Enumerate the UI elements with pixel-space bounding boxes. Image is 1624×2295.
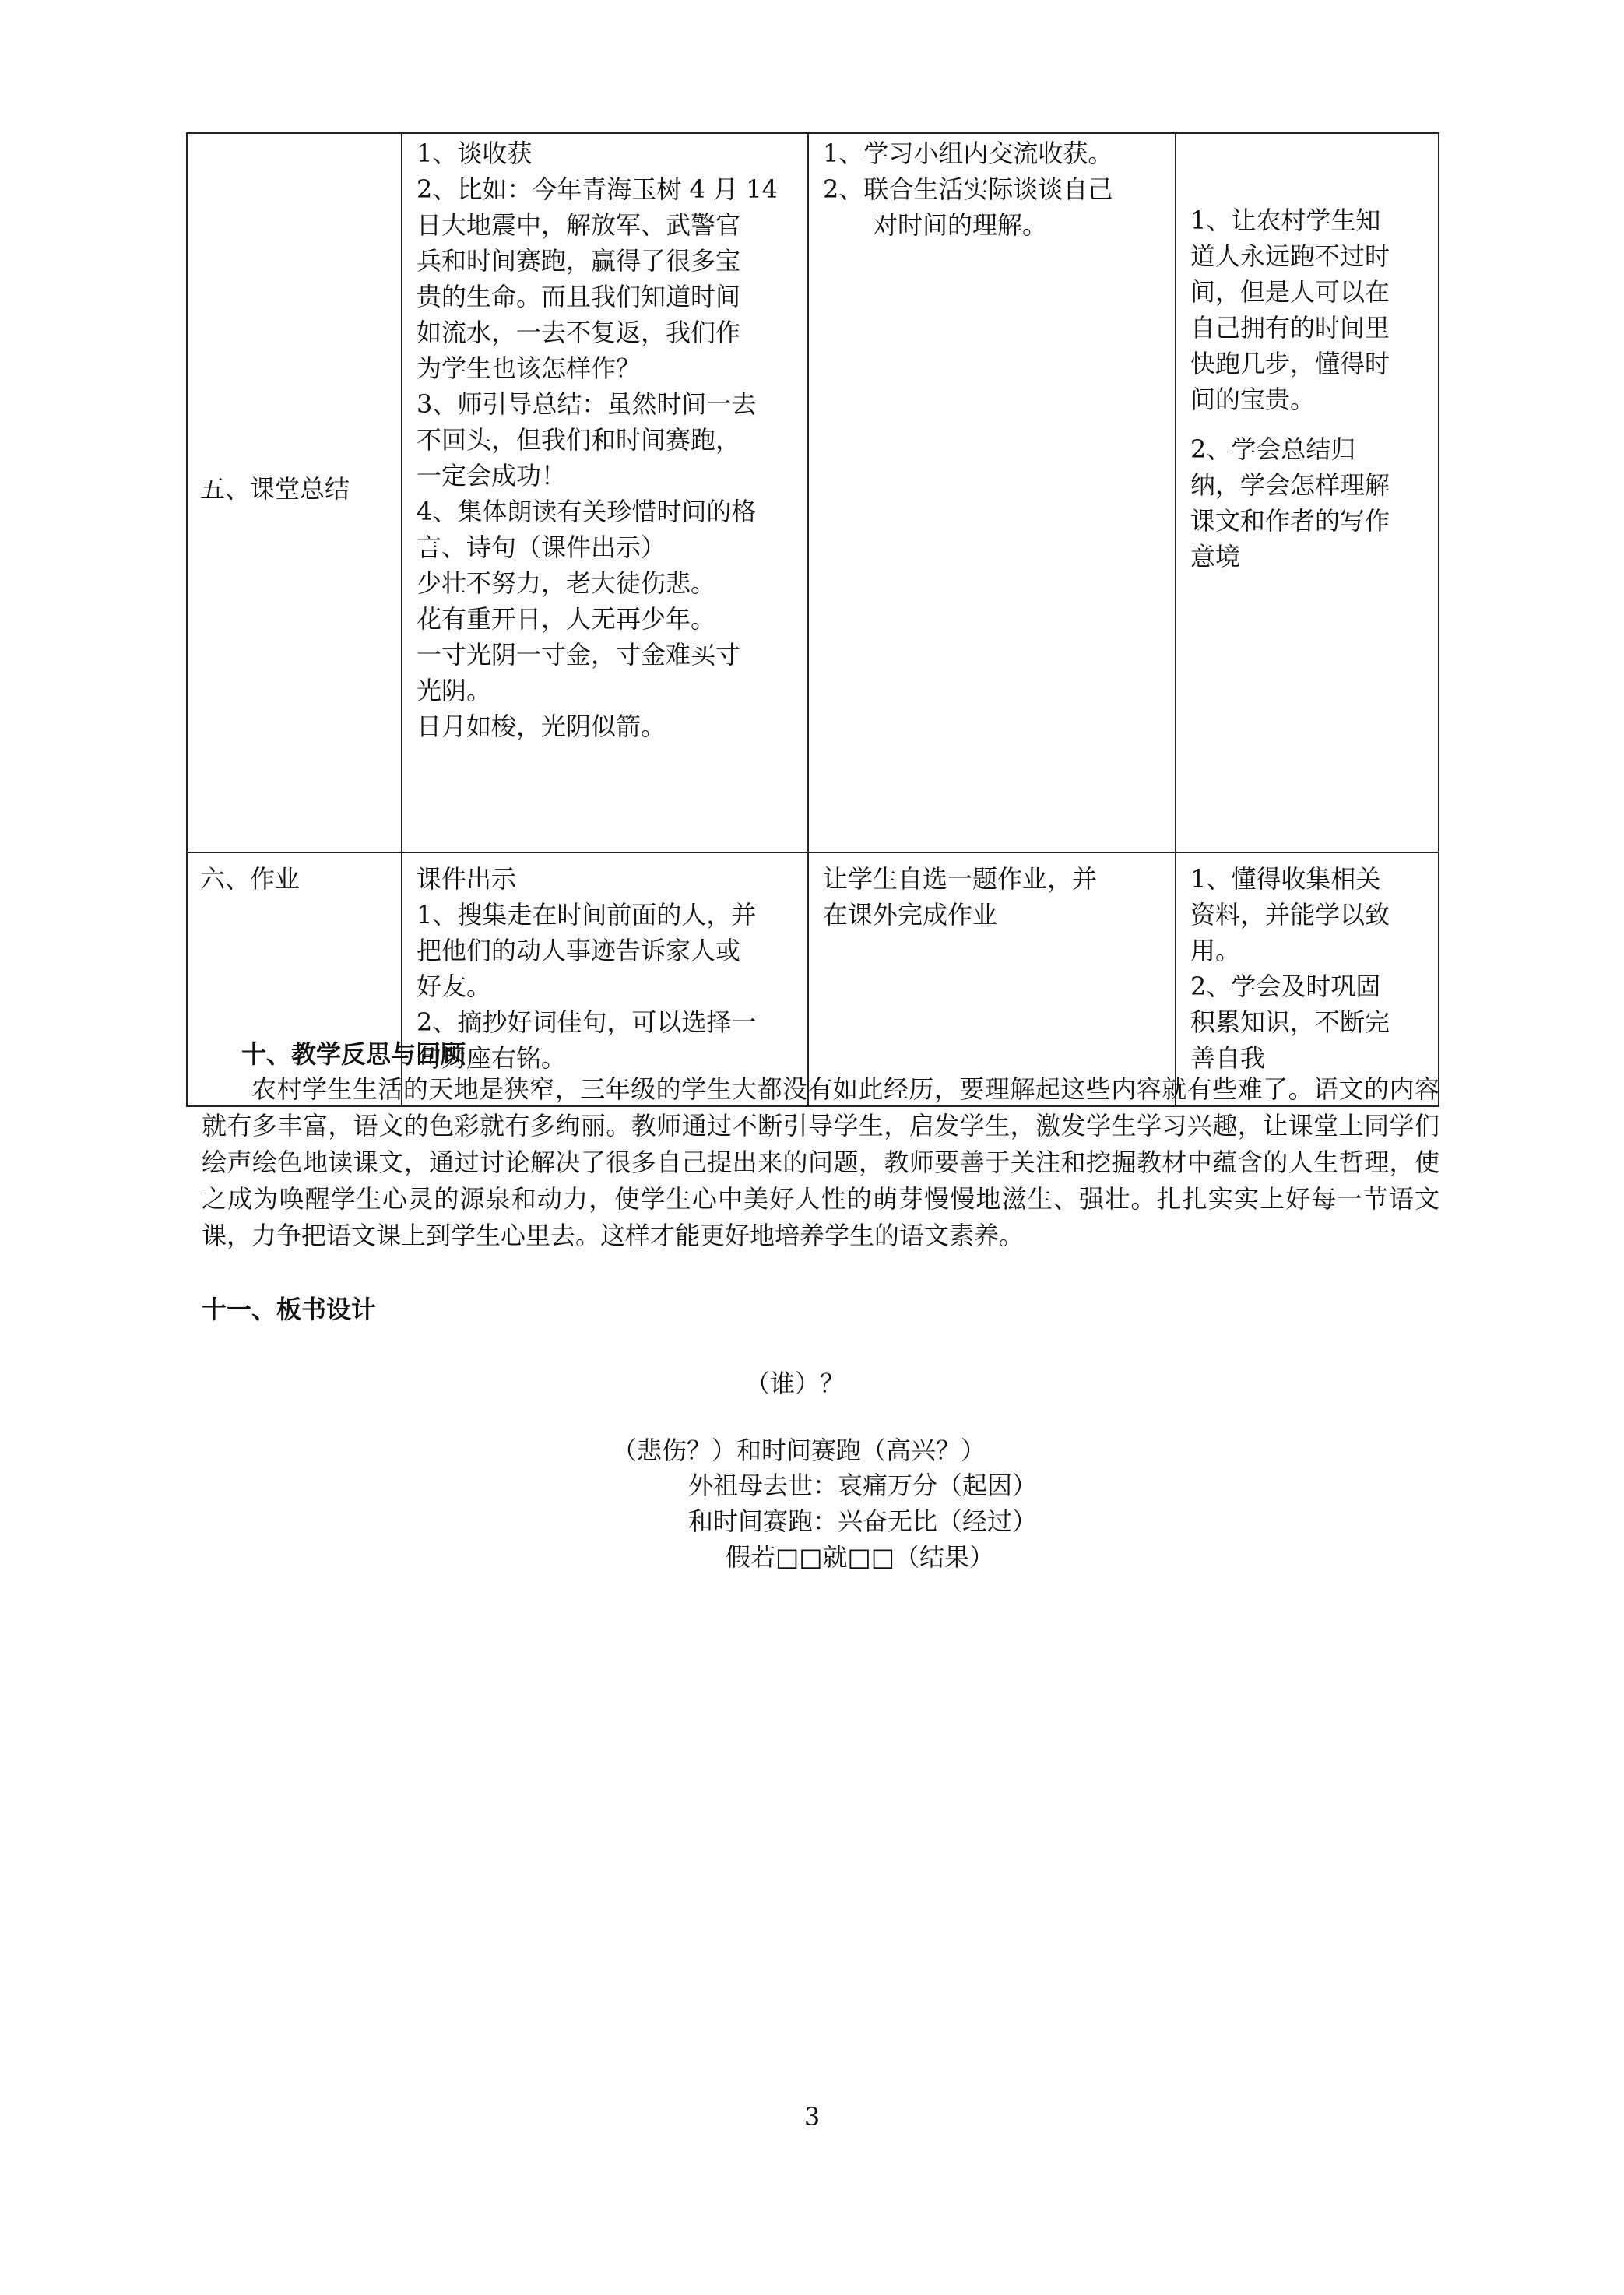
purpose-line: 2、学会及时巩固 <box>1190 972 1381 1001</box>
teacher-line: 4、集体朗读有关珍惜时间的格 <box>417 497 757 526</box>
lesson-plan-table <box>186 132 1439 1107</box>
teacher-line: 3、师引导总结：虽然时间一去 <box>417 389 757 419</box>
purpose-line: 用。 <box>1190 936 1241 965</box>
teacher-line: 如流水，一去不复返，我们作 <box>417 318 741 347</box>
purpose-line: 善自我 <box>1190 1043 1266 1073</box>
purpose-line: 1、懂得收集相关 <box>1190 864 1381 894</box>
teacher-line: 为学生也该怎样作？ <box>417 353 642 383</box>
board-design-heading: 十一、板书设计 <box>202 1295 377 1324</box>
page-number: 3 <box>803 2102 821 2132</box>
purpose-line: 资料，并能学以致 <box>1190 900 1390 930</box>
board-line: （谁）？ <box>745 1369 845 1398</box>
stage-cell <box>187 133 402 852</box>
purpose-line: 间的宝贵。 <box>1190 385 1316 414</box>
teacher-line: 好友。 <box>417 972 492 1001</box>
teacher-line: 2、摘抄好词佳句，可以选择一 <box>417 1007 757 1037</box>
purpose-line: 课文和作者的写作 <box>1190 506 1390 536</box>
purpose-line: 间，但是人可以在 <box>1190 277 1390 307</box>
stage-label: 五、课堂总结 <box>200 474 350 504</box>
purpose-cell <box>1176 133 1439 852</box>
teacher-line: 一定会成功！ <box>417 461 567 490</box>
board-line: 假若□□就□□（结果） <box>726 1542 994 1572</box>
teacher-line: 兵和时间赛跑，赢得了很多宝 <box>417 246 741 276</box>
teacher-line: 少壮不努力，老大徒伤悲。 <box>417 568 716 598</box>
board-line: （悲伤？）和时间赛跑（高兴？） <box>612 1436 986 1465</box>
reflection-paragraph: 农村学生生活的天地是狭窄，三年级的学生大都没有如此经历，要理解起这些内容就有些难了。语文的内容就有多丰富，语文的色彩就有多绚丽。教师通过不断引导学生，启发学生，激发学生学习兴趣，让课堂上同学们绘声绘色地读课文，通过讨论解决了很多自己提出来的问题，教师要善于关注和挖掘教材中蕴含的人生哲理，使之成为唤醒学生心灵的源泉和动力，使学生心中美好人性的萌芽慢慢地滋生、强壮。扎扎实实上好每一节语文课，力争把语文课上到学生心里去。这样才能更好地培养学生的语文素养。 <box>202 1074 1439 1250</box>
teacher-line: 日大地震中，解放军、武警官 <box>417 210 741 240</box>
teacher-line: 课件出示 <box>417 864 517 894</box>
board-line: 外祖母去世：哀痛万分（起因） <box>688 1471 1038 1500</box>
purpose-block <box>1190 202 1424 417</box>
student-line: 1、学习小组内交流收获。 <box>823 139 1113 168</box>
student-line: 让学生自选一题作业，并 <box>823 864 1098 894</box>
board-line: 和时间赛跑：兴奋无比（经过） <box>688 1506 1038 1536</box>
teacher-line: 花有重开日，人无再少年。 <box>417 604 716 634</box>
purpose-block <box>1190 431 1424 575</box>
purpose-line: 自己拥有的时间里 <box>1190 313 1390 343</box>
student-line: 2、联合生活实际谈谈自己 <box>823 174 1113 204</box>
stage-label: 六、作业 <box>200 864 301 894</box>
teacher-line: 不回头，但我们和时间赛跑， <box>417 425 741 455</box>
teacher-line: 日月如梭，光阴似箭。 <box>417 712 666 741</box>
purpose-line: 意境 <box>1190 542 1241 571</box>
teacher-line: 贵的生命。而且我们知道时间 <box>417 282 741 311</box>
purpose-line: 1、让农村学生知 <box>1190 206 1381 235</box>
student-activity-cell <box>808 133 1176 852</box>
purpose-line: 纳，学会怎样理解 <box>1190 470 1390 500</box>
teacher-line: 1、谈收获 <box>417 139 533 168</box>
purpose-line: 快跑几步，懂得时 <box>1190 349 1390 378</box>
teacher-line: 言、诗句（课件出示） <box>417 532 666 562</box>
purpose-line: 积累知识，不断完 <box>1190 1007 1390 1037</box>
student-line: 在课外完成作业 <box>823 900 998 930</box>
teacher-line: 2、比如：今年青海玉树 4 月 14 <box>417 174 778 204</box>
teacher-line: 句为座右铭。 <box>417 1043 567 1073</box>
teacher-line: 把他们的动人事迹告诉家人或 <box>417 936 741 965</box>
reflection-heading: 十、教学反思与回顾 <box>241 1039 466 1069</box>
teacher-line: 1、搜集走在时间前面的人，并 <box>417 900 757 930</box>
teacher-line: 一寸光阴一寸金，寸金难买寸 <box>417 640 741 670</box>
table-row-summary <box>187 133 1439 852</box>
teacher-line: 光阴。 <box>417 676 492 705</box>
student-activity-cell <box>808 852 1176 1106</box>
teacher-activity-cell <box>402 133 808 852</box>
purpose-line: 道人永远跑不过时 <box>1190 241 1390 271</box>
student-line: 对时间的理解。 <box>873 210 1048 240</box>
purpose-cell <box>1176 852 1439 1106</box>
purpose-line: 2、学会总结归 <box>1190 434 1356 464</box>
